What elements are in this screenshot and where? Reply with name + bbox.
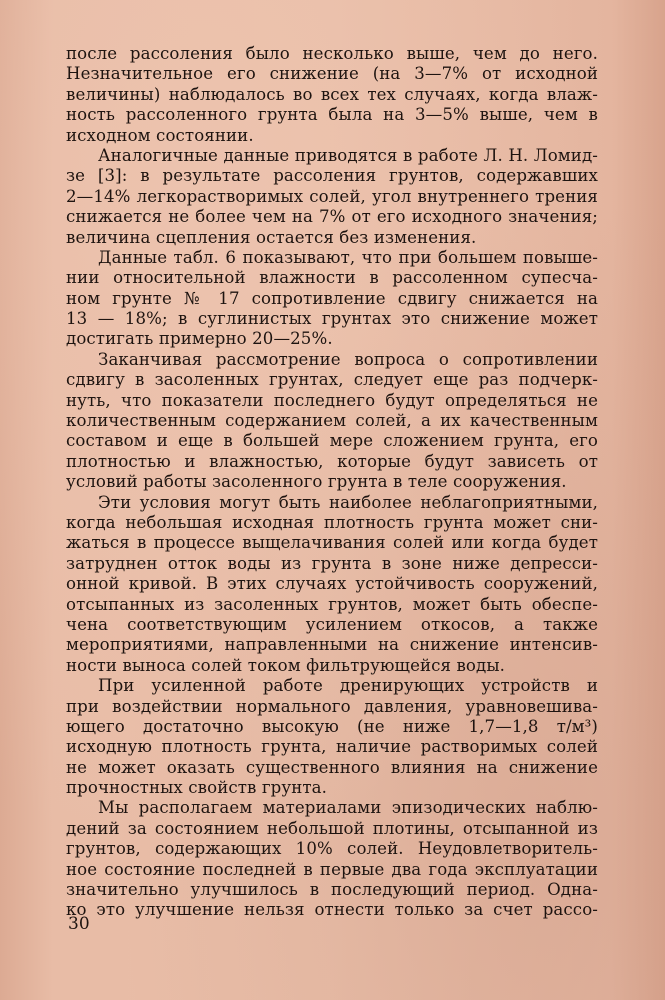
text-line: когда небольшая исходная плотность грунта может сни- [66,512,598,532]
text-line: условий работы засоленного грунта в теле сооружения. [66,472,567,492]
text-line: дений за состоянием небольшой плотины, отсыпанной из [66,818,598,838]
text-line: ности выноса солей током фильтрующейся воды. [66,655,506,675]
text-line: затруднен отток воды из грунта в зоне ниже депресси- [66,553,598,573]
text-line: составом и еще в большей мере сложением грунта, его [66,431,598,451]
text-line: количественным содержанием солей, а их качественным [66,411,598,431]
text-line: мероприятиями, направленными на снижение интенсив- [66,635,598,655]
text-line: Незначительное его снижение (на 3—7% от исходной [66,64,598,84]
text-line: ное состояние последней в первые два года эксплуатации [66,859,598,879]
text-line: не может оказать существенного влияния на снижение [66,757,598,777]
text-line: прочностных свойств грунта. [66,778,328,798]
text-line: нуть, что показатели последнего будут определяться не [66,390,598,410]
text-line: значительно улучшилось в последующий период. Одна- [66,880,598,900]
paragraph [66,493,598,677]
paragraph [66,44,598,146]
text-line: достигать примерно 20—25%. [66,329,333,349]
text-line: грунтов, содержающих 10% солей. Неудовлетворитель- [66,839,598,859]
text-line: ном грунте № 17 сопротивление сдвигу снижается на [66,288,598,308]
text-line: ющего достаточно высокую (не ниже 1,7—1,8 т/м³) [66,716,598,736]
paragraph [66,146,598,248]
body-text [66,44,598,921]
text-line: Заканчивая рассмотрение вопроса о сопротивлении [98,349,598,369]
text-line: при воздействии нормального давления, уравновешива- [66,696,598,716]
text-line: чена соответствующим усилением откосов, а также [66,614,598,634]
text-line: величины) наблюдалось во всех тех случаях, когда влаж- [66,84,598,104]
text-line: Данные табл. 6 показывают, что при большем повыше- [98,247,598,267]
paragraph [66,350,598,493]
text-line: снижается не более чем на 7% от его исходного значения; [66,207,598,227]
text-line: жаться в процессе выщелачивания солей или когда будет [66,533,598,553]
text-line: исходном состоянии. [66,125,254,145]
text-line: ность рассоленного грунта была на 3—5% выше, чем в [66,105,598,125]
text-line: Аналогичные данные приводятся в работе Л. Н. Ломид- [98,145,598,165]
text-line: величина сцепления остается без изменения. [66,227,477,247]
text-line: 2—14% легкорастворимых солей, угол внутреннего трения [66,186,598,206]
text-line: после рассоления было несколько выше, чем до него. [66,44,598,63]
text-line: При усиленной работе дренирующих устройств и [98,676,598,696]
paragraph [66,676,598,798]
text-line: ко это улучшение нельзя отнести только за счет рассо- [66,900,598,920]
text-line: зе [3]: в результате рассоления грунтов, содержавших [66,166,598,186]
text-line: Мы располагаем материалами эпизодических наблю- [98,798,598,818]
text-line: плотностью и влажностью, которые будут зависеть от [66,451,598,471]
text-line: отсыпанных из засоленных грунтов, может быть обеспе- [66,594,598,614]
text-line: онной кривой. В этих случаях устойчивость сооружений, [66,574,598,594]
text-line: нии относительной влажности в рассоленном супесча- [66,268,598,288]
text-line: сдвигу в засоленных грунтах, следует еще раз подчерк- [66,370,598,390]
page-number: 30 [68,914,90,934]
paragraph [66,798,598,920]
text-line: Эти условия могут быть наиболее неблагоприятными, [98,492,598,512]
paragraph [66,248,598,350]
text-line: 13 — 18%; в суглинистых грунтах это снижение может [66,309,598,329]
text-line: исходную плотность грунта, наличие растворимых солей [66,737,598,757]
